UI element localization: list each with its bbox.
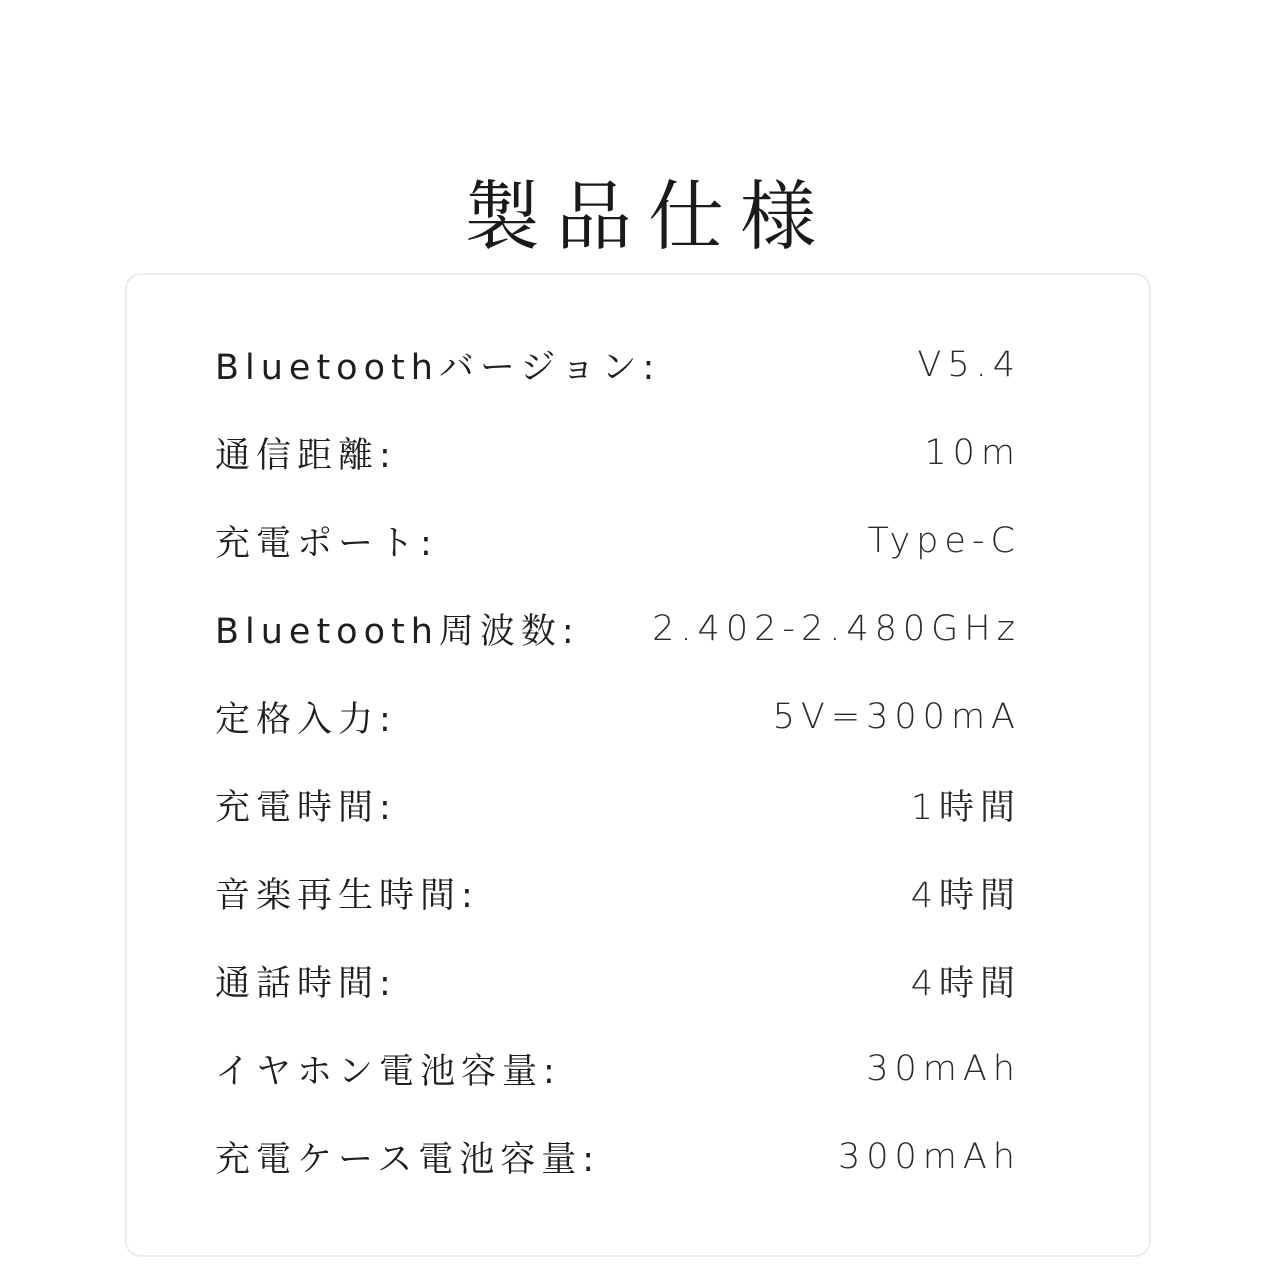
spec-label: 充電時間: — [215, 788, 397, 828]
spec-value: 300mAh — [837, 1137, 1021, 1177]
spec-label: 充電ケース電池容量: — [215, 1140, 601, 1180]
spec-value: Type-C — [867, 521, 1021, 561]
spec-label: 定格入力: — [215, 700, 397, 740]
spec-label: 充電ポート: — [215, 524, 438, 564]
spec-value: 4時間 — [910, 876, 1021, 916]
spec-value: V5.4 — [917, 345, 1021, 385]
spec-value: 30mAh — [866, 1049, 1021, 1089]
spec-row-rated-input — [215, 673, 1021, 761]
spec-row-charging-port — [215, 497, 1021, 585]
spec-row-talk-time — [215, 937, 1021, 1025]
spec-value: 1時間 — [910, 788, 1021, 828]
spec-label: 通信距離: — [215, 436, 397, 476]
spec-row-charging-time — [215, 761, 1021, 849]
spec-value: 2.402-2.480GHz — [652, 609, 1021, 649]
spec-list — [215, 321, 1021, 1201]
spec-label: Bluetoothバージョン: — [215, 348, 661, 388]
spec-row-frequency — [215, 585, 1021, 673]
spec-row-range — [215, 409, 1021, 497]
spec-row-earbud-battery — [215, 1025, 1021, 1113]
spec-value: 5V=300mA — [772, 697, 1021, 737]
page-title: 製品仕様 — [464, 171, 832, 261]
spec-card — [125, 273, 1151, 1257]
spec-row-bluetooth-version — [215, 321, 1021, 409]
spec-label: Bluetooth周波数: — [215, 612, 580, 652]
spec-label: 音楽再生時間: — [215, 876, 479, 916]
spec-label: 通話時間: — [215, 964, 397, 1004]
spec-row-music-playtime — [215, 849, 1021, 937]
spec-row-case-battery — [215, 1113, 1021, 1201]
spec-label: イヤホン電池容量: — [215, 1052, 561, 1092]
spec-value: 4時間 — [910, 964, 1021, 1004]
spec-value: 10m — [924, 433, 1021, 473]
